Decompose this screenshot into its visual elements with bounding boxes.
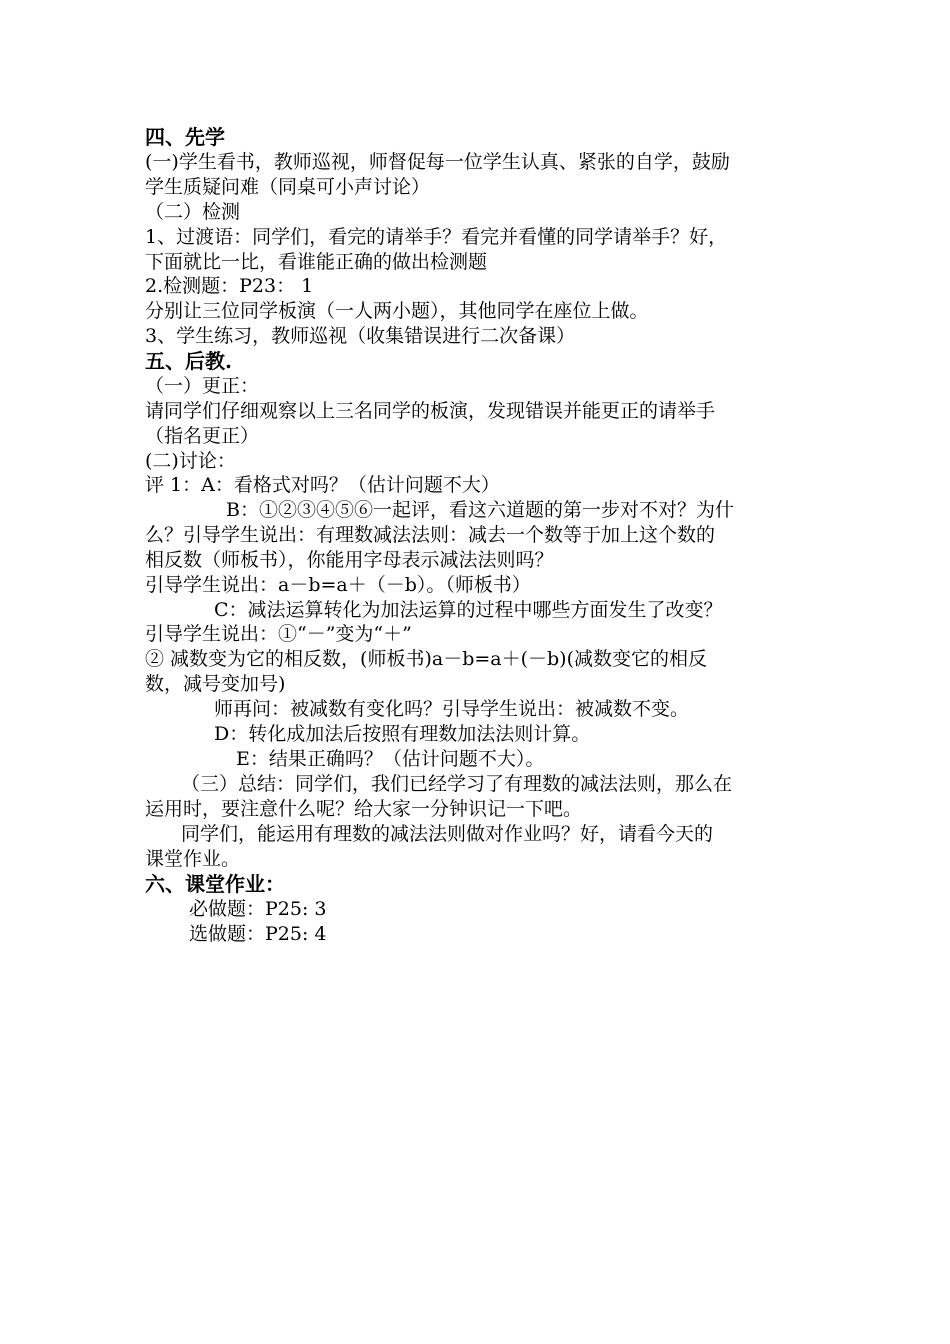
- paragraph-line: 课堂作业。: [145, 848, 241, 870]
- paragraph-line: （三）总结：同学们，我们已经学习了有理数的减法法则，那么在: [181, 773, 733, 795]
- paragraph-line: 必做题：P25: 3: [189, 898, 327, 920]
- paragraph-line: （指名更正）: [145, 425, 260, 447]
- paragraph-line: 么？引导学生说出：有理数减法法则：减去一个数等于加上这个数的: [145, 524, 716, 546]
- paragraph-line: B：①②③④⑤⑥一起评，看这六道题的第一步对不对？为什: [226, 499, 734, 521]
- paragraph-line: E：结果正确吗？（估计问题不大）。: [236, 748, 545, 770]
- paragraph-line: 选做题：P25: 4: [189, 923, 327, 945]
- section-6-heading: 六、课堂作业：: [145, 872, 285, 896]
- paragraph-line: 2.检测题：P23： 1: [145, 275, 314, 297]
- paragraph-line: 分别让三位同学板演（一人两小题），其他同学在座位上做。: [145, 300, 649, 322]
- paragraph-line: 引导学生说出：①“－”变为“＋”: [145, 623, 412, 645]
- section-5-heading: 五、后教.: [145, 349, 232, 373]
- paragraph-line: 下面就比一比，看谁能正确的做出检测题: [145, 251, 488, 273]
- paragraph-line: 运用时，要注意什么呢？给大家一分钟识记一下吧。: [145, 798, 583, 820]
- paragraph-line: 相反数（师板书），你能用字母表示减法法则吗？: [145, 549, 554, 571]
- paragraph-line: （一）更正：: [145, 375, 260, 397]
- paragraph-line: 学生质疑问难（同桌可小声讨论）: [145, 176, 431, 198]
- paragraph-line: 师再问：被减数有变化吗？引导学生说出：被减数不变。: [214, 698, 690, 720]
- paragraph-line: ② 减数变为它的相反数，(师板书)a－b=a＋(－b)(减数变它的相反: [145, 648, 708, 670]
- paragraph-line: 同学们，能运用有理数的减法法则做对作业吗？好，请看今天的: [181, 823, 714, 845]
- paragraph-line: 请同学们仔细观察以上三名同学的板演，发现错误并能更正的请举手: [145, 400, 716, 422]
- paragraph-line: D：转化成加法后按照有理数加法法则计算。: [214, 723, 591, 745]
- paragraph-line: （二）检测: [145, 201, 241, 223]
- paragraph-line: (一)学生看书，教师巡视，师督促每一位学生认真、紧张的自学，鼓励: [145, 151, 730, 173]
- section-4-heading: 四、先学: [145, 125, 225, 149]
- paragraph-line: C：减法运算转化为加法运算的过程中哪些方面发生了改变？: [214, 599, 723, 621]
- paragraph-line: 引导学生说出：a－b=a＋（－b）。（师板书）: [145, 574, 531, 596]
- paragraph-line: (二)讨论：: [145, 450, 236, 472]
- paragraph-line: 评 1：A：看格式对吗？（估计问题不大）: [145, 474, 500, 496]
- paragraph-line: 3、学生练习，教师巡视（收集错误进行二次备课）: [145, 325, 576, 347]
- paragraph-line: 1、过渡语：同学们，看完的请举手？看完并看懂的同学请举手？好，: [145, 226, 728, 248]
- paragraph-line: 数，减号变加号): [145, 673, 286, 695]
